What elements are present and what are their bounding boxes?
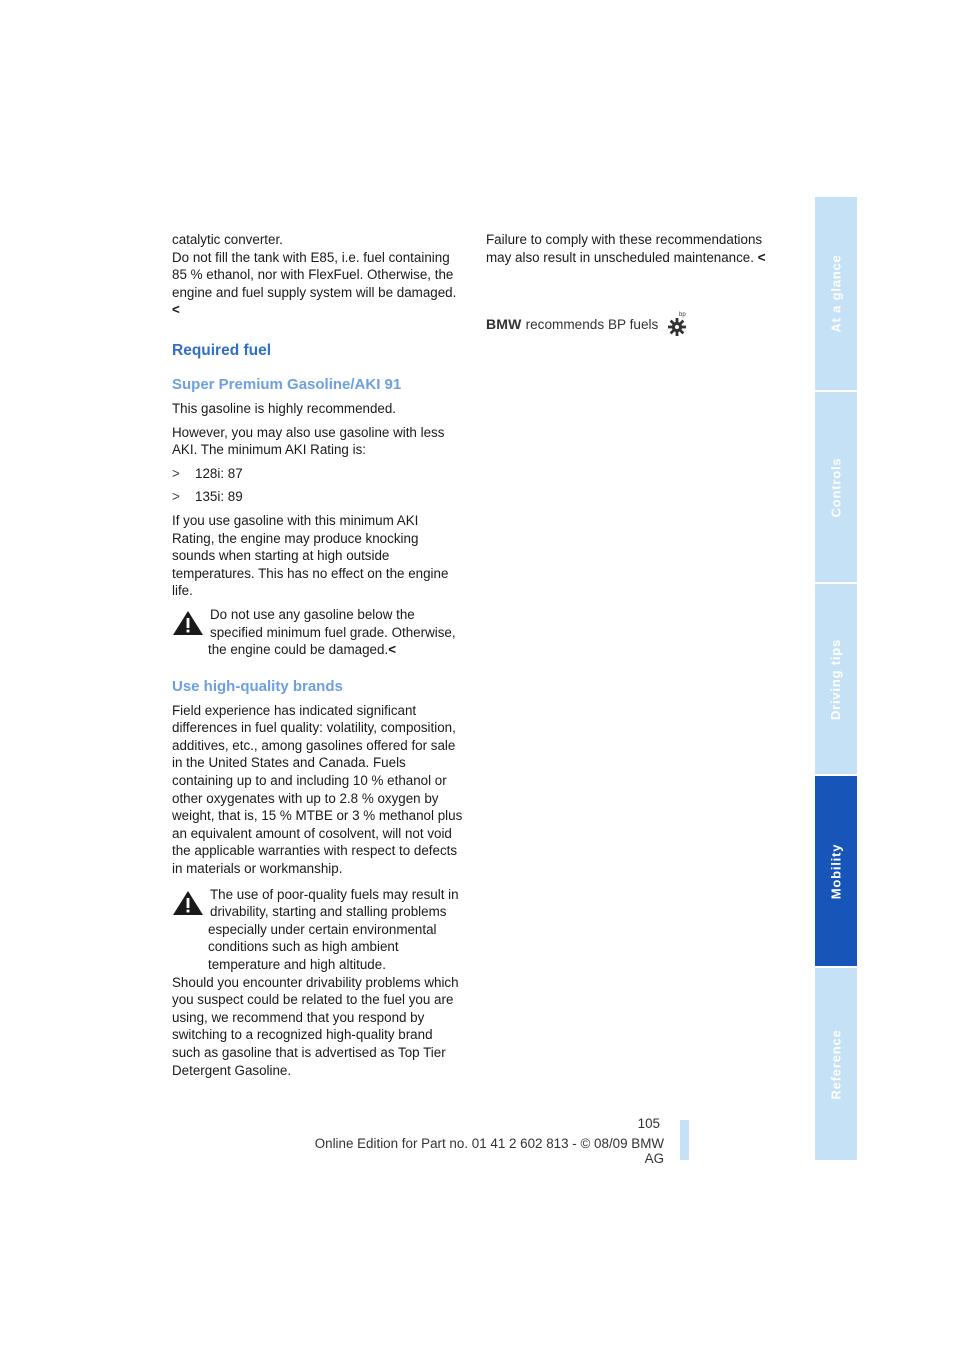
warning-triangle-icon <box>172 610 204 636</box>
warning-block <box>172 886 464 974</box>
tab-reference[interactable] <box>815 968 857 1160</box>
paragraph-field-experience: Field experience has indicated significant differences in fuel quality: volatility, composition, additives, etc., among gasolines offered for sale in the United States and Canada. Fuels containing up to and including 10 % ethanol or other oxygenates with up to 2.8 % oxygen by weight, that is, 15 % MTBE or 3 % methanol plus an equivalent amount of cosolvent, will not void the applicable warranties with respect to defects in materials or workmanship. <box>172 702 463 877</box>
tab-label: Mobility <box>828 843 844 899</box>
tab-label: Controls <box>828 457 844 517</box>
footer-bar <box>680 1120 689 1160</box>
tab-at-a-glance[interactable] <box>815 197 857 390</box>
tab-driving-tips[interactable] <box>815 584 857 774</box>
logo-text: recommends BP fuels <box>525 316 659 332</box>
footer-edition: Online Edition for Part no. 01 41 2 602 813 - © 08/09 BMW AG <box>314 1136 664 1166</box>
bullet-mark: > <box>172 489 180 505</box>
end-mark: < <box>172 302 180 318</box>
tab-label: At a glance <box>828 254 844 333</box>
bp-mark: bp <box>679 312 687 318</box>
section-title-required-fuel: Required fuel <box>172 341 272 359</box>
paragraph-drivability: Should you encounter drivability problems which you suspect could be related to the fuel you are using, we recommend that you respond by switching to a recognized high-quality brand such as gasoline that is advertised as Top Tier Detergent Gasoline. <box>172 974 459 1078</box>
paragraph-knocking: If you use gasoline with this minimum AKI Rating, the engine may produce knocking sounds when starting at high outside temperatures. This has no effect on the engine life. <box>172 512 449 599</box>
warning-block <box>172 606 464 659</box>
list-item: > 128i: 87 <box>172 465 243 481</box>
warning-text: The use of poor-quality fuels may result in drivability, starting and stalling problems especially under certain environmental conditions such as high ambient temperature and high altitude. <box>208 886 459 972</box>
intro-text: catalytic converter. <box>172 232 283 247</box>
tab-mobility[interactable] <box>815 776 857 966</box>
paragraph-less-aki: However, you may also use gasoline with less AKI. The minimum AKI Rating is: <box>172 424 445 458</box>
warning-text: Do not use any gasoline below the specified minimum fuel grade. Otherwise, the engine could be damaged.< <box>208 606 456 658</box>
e85-warning-text: Do not fill the tank with E85, i.e. fuel containing 85 % ethanol, nor with FlexFuel. Otherwise, the engine and fuel supply system will be damaged.< <box>172 249 457 318</box>
tab-label: Driving tips <box>828 638 844 720</box>
list-item: > 135i: 89 <box>172 489 243 505</box>
left-column <box>172 231 464 1079</box>
end-mark: < <box>757 249 766 265</box>
warning-triangle-icon <box>172 890 204 916</box>
bp-helios-icon <box>666 310 688 338</box>
subheading-high-quality-brands: Use high-quality brands <box>172 677 343 695</box>
end-mark: < <box>388 642 397 658</box>
bmw-bp-logo <box>486 309 706 339</box>
page-number: 105 <box>637 1116 660 1131</box>
subheading-super-premium: Super Premium Gasoline/AKI 91 <box>172 375 402 393</box>
tab-label: Reference <box>828 1028 844 1100</box>
right-column <box>486 231 778 266</box>
paragraph-recommended: This gasoline is highly recommended. <box>172 400 397 416</box>
bullet-mark: > <box>172 465 180 481</box>
paragraph-maintenance: Failure to comply with these recommendations may also result in unscheduled maintenance. < <box>486 232 766 265</box>
chapter-tabs <box>815 197 857 1160</box>
tab-controls[interactable] <box>815 392 857 582</box>
logo-brand: BMW <box>486 316 522 332</box>
